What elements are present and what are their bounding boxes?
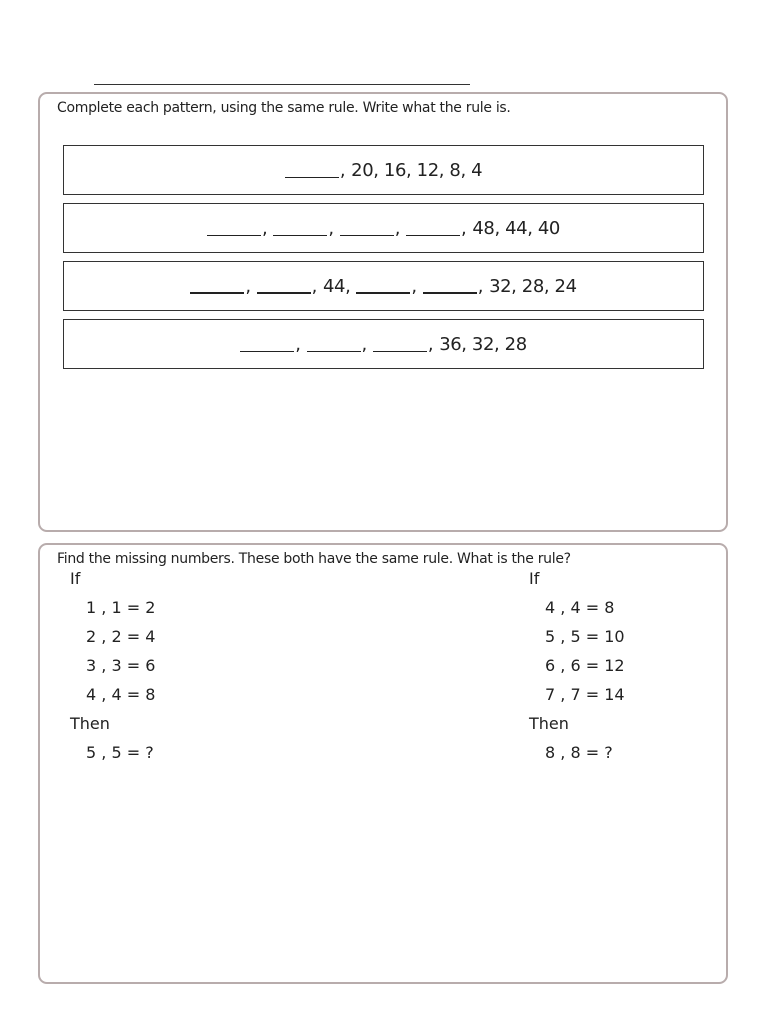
rule-panel (38, 543, 728, 984)
rule-instruction: Find the missing numbers. These both have the same rule. What is the rule? (57, 551, 571, 567)
equation: 2 , 2 = 4 (86, 627, 156, 646)
equation: 6 , 6 = 12 (545, 656, 625, 675)
pattern-panel (38, 92, 728, 532)
answer-blank[interactable] (406, 235, 460, 236)
equation: 3 , 3 = 6 (86, 656, 156, 675)
question-equation: 8 , 8 = ? (545, 743, 613, 762)
if-label: If (70, 569, 81, 588)
pattern-box-1: , 20, 16, 12, 8, 4 (63, 145, 704, 195)
then-label: Then (529, 714, 569, 733)
pattern-known-values: 32, 28, 24 (489, 275, 577, 297)
if-label: If (529, 569, 540, 588)
pattern-known-values: 36, 32, 28 (439, 333, 527, 355)
equation: 7 , 7 = 14 (545, 685, 625, 704)
answer-blank[interactable] (373, 351, 427, 352)
answer-blank[interactable] (190, 292, 244, 294)
equation: 5 , 5 = 10 (545, 627, 625, 646)
pattern-middle-value: 44, (322, 275, 351, 297)
answer-blank[interactable] (340, 235, 394, 236)
equation: 1 , 1 = 2 (86, 598, 156, 617)
pattern-box-2: , , , , 48, 44, 40 (63, 203, 704, 253)
answer-blank[interactable] (207, 235, 261, 236)
answer-blank[interactable] (423, 292, 477, 294)
equation: 4 , 4 = 8 (86, 685, 156, 704)
answer-blank[interactable] (356, 292, 410, 294)
pattern-box-4: , , , 36, 32, 28 (63, 319, 704, 369)
question-equation: 5 , 5 = ? (86, 743, 154, 762)
answer-blank[interactable] (257, 292, 311, 294)
answer-blank[interactable] (240, 351, 294, 352)
name-line[interactable] (94, 84, 470, 85)
equation: 4 , 4 = 8 (545, 598, 615, 617)
pattern-known-values: 48, 44, 40 (472, 217, 560, 239)
pattern-known-values: 20, 16, 12, 8, 4 (351, 159, 483, 181)
answer-blank[interactable] (307, 351, 361, 352)
then-label: Then (70, 714, 110, 733)
answer-blank[interactable] (273, 235, 327, 236)
pattern-box-3: , , 44, , , 32, 28, 24 (63, 261, 704, 311)
pattern-instruction: Complete each pattern, using the same rule. Write what the rule is. (57, 100, 511, 116)
answer-blank[interactable] (285, 177, 339, 178)
